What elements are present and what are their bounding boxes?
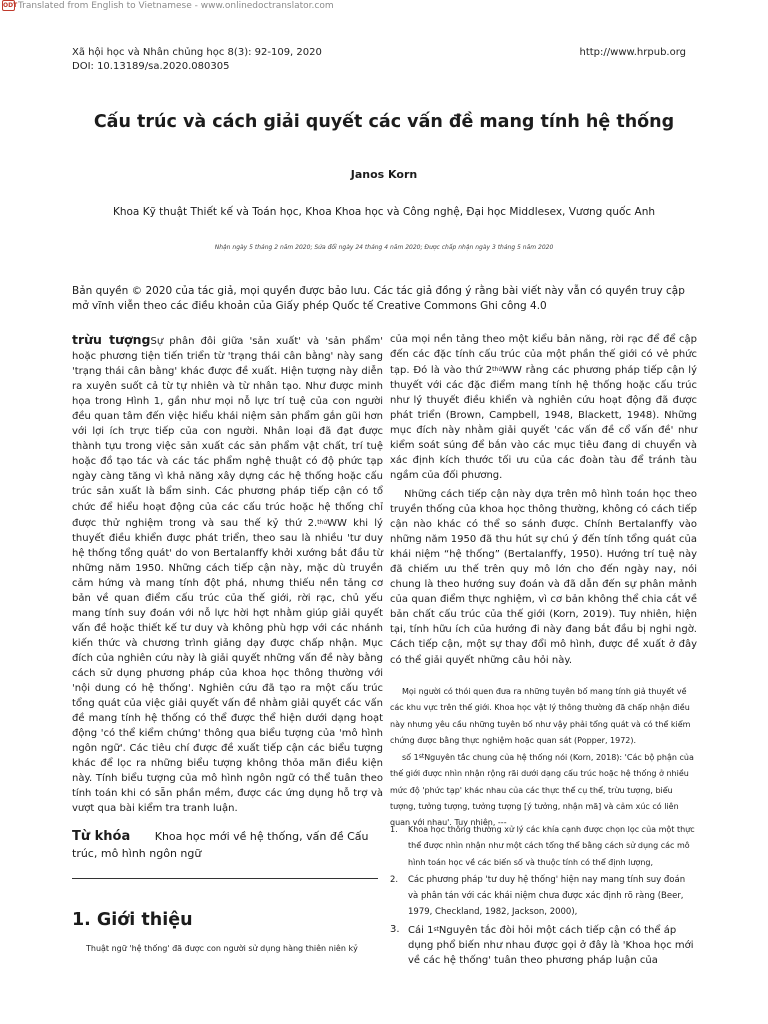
superscript: st xyxy=(433,925,439,933)
doi[interactable]: DOI: 10.13189/sa.2020.080305 xyxy=(72,61,230,72)
abstract-text-2: WW khi lý thuyết điều khiển được phát triển, theo sau là nhiều 'tư duy hệ thống tổng quát' do von Bertalanffy khởi xướng bắt đầu từ những năm 1950. Những cách tiếp cận này, mặc dù truyền cảm hứng và mang tính đột phá, nhưng thiếu nền tảng cơ bản về quan điểm cấu trúc của thế giới, rời rạc, chủ yếu mang tính suy đoán với nỗ lực hời hợt nhằm giúp giải quyết vấn đề hoặc thiết kế tư duy và không phù hợp với các nhánh kiến thức và chương trình giảng dạy được chấp nhận. Mục đích của nghiên cứu này là giải quyết những vấn đề này bằng cách sử dụng phương pháp của khoa học thông thường với 'nội dung có hệ thống'. Nghiên cứu đã tạo ra một cấu trúc tổng quát của việc giải quyết vấn đề nhằm giải quyết các vấn đề mang tính hệ thống có thể được thể hiện dưới dạng hoạt động 'có thể kiểm chứng' thông qua biểu tượng của 'mô hình ngôn ngữ'. Các tiêu chí được đề xuất tiếp cận các biểu tượng khác để lọc ra những biểu tượng không thỏa mãn điều kiện này. Tính biểu tượng của mô hình ngôn ngữ có thể tuân theo tính toán khi có sẵn phần mềm, được các ứng dụng hỗ trợ và vượt qua bài kiểm tra tranh luận. xyxy=(72,517,383,815)
journal-header xyxy=(72,46,322,74)
list-text: Các phương pháp 'tư duy hệ thống' hiện nay mang tính suy đoán và phân tán với các khái niệm chưa được xác định rõ ràng (Beer, 1979, Checkland, 1982, Jackson, 2000), xyxy=(408,874,686,918)
abstract xyxy=(72,332,383,817)
list-number: 1. xyxy=(390,825,398,834)
keywords-divider xyxy=(72,878,378,879)
right-paragraph-4 xyxy=(390,749,697,831)
right-paragraph-2: Những cách tiếp cận này dựa trên mô hình toán học theo truyền thống của khoa học thông thường, không có cách tiếp cận nào khác có thể so sánh được. Chính Bertalanffy vào những năm 1950 đã thu hút sự chú ý đến tính tổng quát của khái niệm “hệ thống” (Bertalanffy, 1950). Hướng trí tuệ này đã chiếm ưu thế trên quy mô lớn cho đến ngày nay, nói chung là theo hướng suy đoán và đã dẫn đến sự phân mảnh của quan điểm thực nghiệm, vì cơ bản không thể chia cắt về bản chất cấu trúc của thế giới (Korn, 2019). Tuy nhiên, hiện tại, tính hữu ích của hướng đi này đang bắt đầu bị nghi ngờ. Cách tiếp cận, một sự thay đổi mô hình, được đề xuất ở đây có thể giải quyết những câu hỏi này. xyxy=(390,489,697,666)
author: Janos Korn xyxy=(350,168,418,181)
list-text: Khoa học thông thường xử lý các khía cạnh được chọn lọc của một thực thể được nhìn nhận như một cách tổng thể bằng cách sử dụng các mô hình toán học về các biến số và thuộc tính có thể định lượng, xyxy=(408,825,695,867)
keywords-text: Khoa học mới về hệ thống, vấn đề Cấu trúc, mô hình ngôn ngữ xyxy=(72,830,369,860)
copyright-notice: Bản quyền © 2020 của tác giả, mọi quyền được bảo lưu. Các tác giả đồng ý rằng bài viết này vẫn có quyền truy cập mở vĩnh viễn theo các điều khoản của Giấy phép Quốc tế Creative Commons Ghi công 4.0 xyxy=(72,285,685,312)
right-paragraph-3: Mọi người có thói quen đưa ra những tuyên bố mang tính giả thuyết về các khu vực trên thế giới. Khoa học vật lý thông thường đã chấp nhận điều này nhưng yêu cầu những tuyên bố như vậy phải tổng quát và có thể kiểm chứng được bằng thực nghiệm hoặc quan sát (Popper, 1972). xyxy=(390,687,691,745)
right-paragraph-1 xyxy=(390,332,697,483)
superscript: thứ xyxy=(317,518,328,526)
principle-list xyxy=(390,822,697,968)
list-item xyxy=(390,922,697,968)
journal-url[interactable]: http://www.hrpub.org xyxy=(579,47,686,58)
journal-citation: Xã hội học và Nhân chủng học 8(3): 92-109, 2020 xyxy=(72,47,322,58)
list-text: Nguyên tắc đòi hỏi một cách tiếp cận có thể áp dụng phổ biến như nhau được gọi ở đây là 'Khoa học mới về các hệ thống' tuân theo phương pháp luận của xyxy=(408,924,694,966)
keywords-label: Từ khóa xyxy=(72,829,131,844)
translator-icon: ODT xyxy=(3,2,18,9)
intro-first-line: Thuật ngữ 'hệ thống' đã được con người sử dụng hàng thiên niên kỷ xyxy=(86,944,358,953)
superscript: st xyxy=(418,753,425,761)
principle-number: số 1 xyxy=(402,753,419,763)
section-heading: 1. Giới thiệu xyxy=(72,910,193,930)
banner-text: Translated from English to Vietnamese - www.onlinedoctranslator.com xyxy=(18,0,334,11)
affiliation: Khoa Kỹ thuật Thiết kế và Toán học, Khoa Khoa học và Công nghệ, Đại học Middlesex, Vương quốc Anh xyxy=(112,206,656,218)
list-item xyxy=(390,872,697,921)
list-text: Cái 1 xyxy=(408,924,434,936)
translation-banner[interactable] xyxy=(2,0,334,11)
right-text-1a: của mọi nền tảng theo một kiểu bản năng, rời rạc để để cập đến các đặc tính cấu trúc của một phần thế giới có vẻ phức tạp. Đó là vào thứ 2 xyxy=(390,334,697,377)
abstract-text-1: Sự phân đôi giữa 'sản xuất' và 'sản phẩm' hoặc phương tiện tiến triển từ 'trạng thái cân bằng' này sang 'trạng thái cân bằng' khác được đề xuất. Hiện tượng này diễn ra xuyên suốt cả từ tự nhiên và từ nhân tạo. Như được minh họa trong Hình 1, gần như mọi nỗ lực trí tuệ của con người đều quan tâm đến việc hiểu khái niệm sản phẩm gắn gũi hơn với lợi ích trực tiếp của con người. Nhân loại đã đạt được thành tựu trong việc sản xuất các sản phẩm vật chất, trí tuệ hoặc đồ tạo tác và các tác phẩm nghệ thuật có độ phức tạp ngày càng tăng vì khả năng xây dựng các hệ thống hoặc cấu trúc sản xuất là bẩm sinh. Các phương pháp tiếp cận có tổ chức để hiểu hoạt động của các cấu trúc hoặc hệ thống chỉ được thử nghiệm trong và sau thế kỷ thứ 2. xyxy=(72,336,383,529)
right-small-text xyxy=(390,684,697,832)
right-text-1b: WW rằng các phương pháp tiếp cận lý thuyết với các đặc điểm mang tính hệ thống hoặc cấu trúc như lý thuyết điều khiển và nghiên cứu hoạt động đã được phát triển (Brown, Campbell, 1948, Blackett, 1948). Những mục đích này nhằm giải quyết 'các vấn đề cổ vấn đề' như kiểm soát súng để bắn vào các mục tiêu đang di chuyển và xác định kích thước tối ưu của các đoàn tàu để tránh tàu ngầm của đối phương. xyxy=(390,365,697,482)
keywords xyxy=(72,828,378,862)
history-dates: Nhận ngày 5 tháng 2 năm 2020; Sửa đổi ngày 24 tháng 4 năm 2020; Được chấp nhận ngày 3 tháng 5 năm 2020 xyxy=(214,244,554,251)
list-number: 2. xyxy=(390,874,399,885)
principle-text: Nguyên tắc chung của hệ thống nói (Korn, 2018): 'Các bộ phận của thế giới được nhìn nhận rộng rãi dưới dạng cấu trúc hoặc hệ thống ở nhiều mức độ 'phức tạp' khác nhau của các thực thể cụ thể, trừu tượng, biểu tượng, tưởng tượng, tưởng tượng [ý tưởng, nhận mã] và cảm xúc có liên quan với nhau'. Tuy nhiên, --- xyxy=(390,753,694,828)
list-item xyxy=(390,822,697,871)
abstract-heading: trừu tượng xyxy=(72,332,151,347)
superscript: thứ xyxy=(492,366,503,374)
list-number: 3. xyxy=(390,923,400,935)
paper-title: Cấu trúc và cách giải quyết các vấn đề mang tính hệ thống xyxy=(93,112,675,132)
